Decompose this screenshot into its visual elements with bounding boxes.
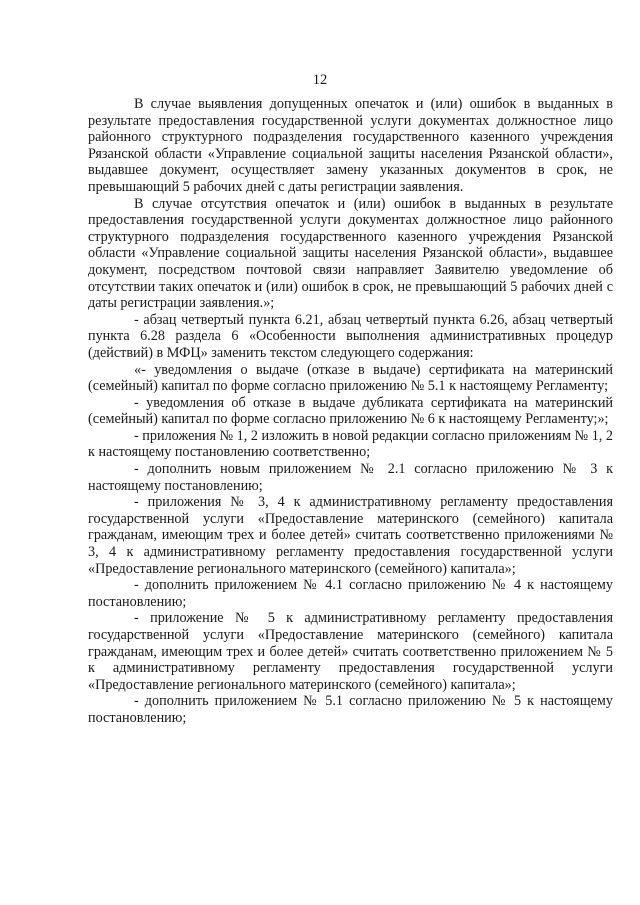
paragraph-notice-certificate: «- уведомления о выдаче (отказе в выдаче) сертификата на материнский (семейный) капитал по форме согласно приложению № 5.1 к настоящему Регламенту; xyxy=(88,361,613,395)
paragraph-notice-duplicate: - уведомления об отказе в выдаче дубликата сертификата на материнский (семейный) капитал по форме согласно приложению № 6 к настоящему Регламенту;»; xyxy=(88,394,613,428)
paragraph-appendix-5: - приложение № 5 к административному регламенту предоставления государственной услуги «Предоставление материнского (семейного) капитала гражданам, имеющим трех и более детей» считать соответственно приложением № 5 к административному регламенту предоставления государственной услуги «Предоставление регионального материнского (семейного) капитала»; xyxy=(88,610,613,693)
paragraph-appendices-1-2: - приложения № 1, 2 изложить в новой редакции согласно приложениям № 1, 2 к настоящему постановлению соответственно; xyxy=(88,427,613,461)
paragraph-no-typo-notification: В случае отсутствия опечаток и (или) ошибок в выданных в результате предоставления государственной услуги документах должностное лицо районного структурного подразделения государственного казенного учреждения Рязанской области «Управление социальной защиты населения Рязанской области», выдавшее документ, посредством почтовой связи направляет Заявителю уведомление об отсутствии таких опечаток и (или) ошибок в срок, не превышающий 5 рабочих дней с даты регистрации заявления.»; xyxy=(88,195,613,312)
paragraph-appendix-2-1: - дополнить новым приложением № 2.1 согласно приложению № 3 к настоящему постановлению; xyxy=(88,461,613,494)
paragraph-appendices-3-4: - приложения № 3, 4 к административному регламенту предоставления государственной услуги «Предоставление материнского (семейного) капитала гражданам, имеющим трех и более детей» считать соответственно приложениями № 3, 4 к административному регламенту предоставления государственной услуги «Предоставление регионального материнского (семейного) капитала»; xyxy=(88,494,613,577)
paragraph-appendix-4-1: - дополнить приложением № 4.1 согласно приложению № 4 к настоящему постановлению; xyxy=(88,577,613,610)
page-number: 12 xyxy=(312,72,328,88)
paragraph-appendix-5-1: - дополнить приложением № 5.1 согласно приложению № 5 к настоящему постановлению; xyxy=(88,693,613,726)
document-body xyxy=(88,96,613,727)
paragraph-typo-correction: В случае выявления допущенных опечаток и (или) ошибок в выданных в результате предоставления государственной услуги документах должностное лицо районного структурного подразделения государственного казенного учреждения Рязанской области «Управление социальной защиты населения Рязанской области», выдавшее документ, осуществляет замену указанных документов в срок, не превышающий 5 рабочих дней с даты регистрации заявления. xyxy=(88,96,613,195)
paragraph-amend-clause-6: - абзац четвертый пункта 6.21, абзац четвертый пункта 6.26, абзац четвертый пункта 6.28 раздела 6 «Особенности выполнения административных процедур (действий) в МФЦ» заменить текстом следующего содержания: xyxy=(88,311,613,361)
